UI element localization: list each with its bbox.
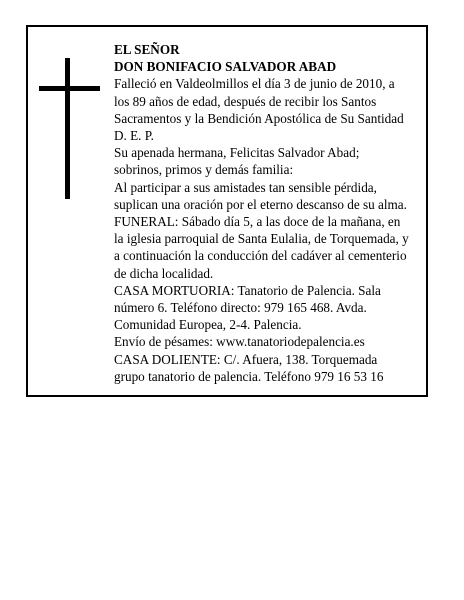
notice-body-line: número 6. Teléfono directo: 979 165 468. Avda. [114,300,367,316]
obituary-notice [26,25,428,397]
notice-body-line: FUNERAL: Sábado día 5, a las doce de la mañana, en [114,214,401,230]
notice-body-line: D. E. P. [114,128,154,144]
notice-body-line: CASA MORTUORIA: Tanatorio de Palencia. Sala [114,282,381,298]
notice-body-line: Comunidad Europea, 2-4. Palencia. [114,317,302,333]
notice-body-line: grupo tanatorio de palencia. Teléfono 979 16 53 16 [114,368,384,384]
cross-icon [28,27,118,227]
notice-body-line: Su apenada hermana, Felicitas Salvador Abad; [114,145,360,161]
notice-body-line: sobrinos, primos y demás familia: [114,162,294,178]
notice-body-line: Al participar a sus amistades tan sensible pérdida, [114,179,377,195]
notice-body-line: Sacramentos y la Bendición Apostólica de Su Santidad [114,110,404,126]
notice-body-line: los 89 años de edad, después de recibir los Santos [114,93,377,109]
notice-body-line: a continuación la conducción del cadáver al cementerio [114,248,407,264]
notice-body-line: CASA DOLIENTE: C/. Afuera, 138. Torquemada [114,351,378,367]
notice-body-line: Falleció en Valdeolmillos el día 3 de junio de 2010, a [114,76,395,92]
cross-horizontal-bar [39,86,100,91]
notice-body-line: suplican una oración por el eterno descanso de su alma. [114,196,407,212]
notice-body-line: la iglesia parroquial de Santa Eulalia, de Torquemada, y [114,231,409,247]
notice-body-line: Envío de pésames: www.tanatoriodepalencia.es [114,334,365,350]
notice-title-line: EL SEÑOR [114,42,180,57]
notice-text [114,41,424,385]
cross-vertical-bar [65,58,70,199]
notice-body-line: de dicha localidad. [114,265,214,281]
deceased-name: DON BONIFACIO SALVADOR ABAD [114,59,337,75]
